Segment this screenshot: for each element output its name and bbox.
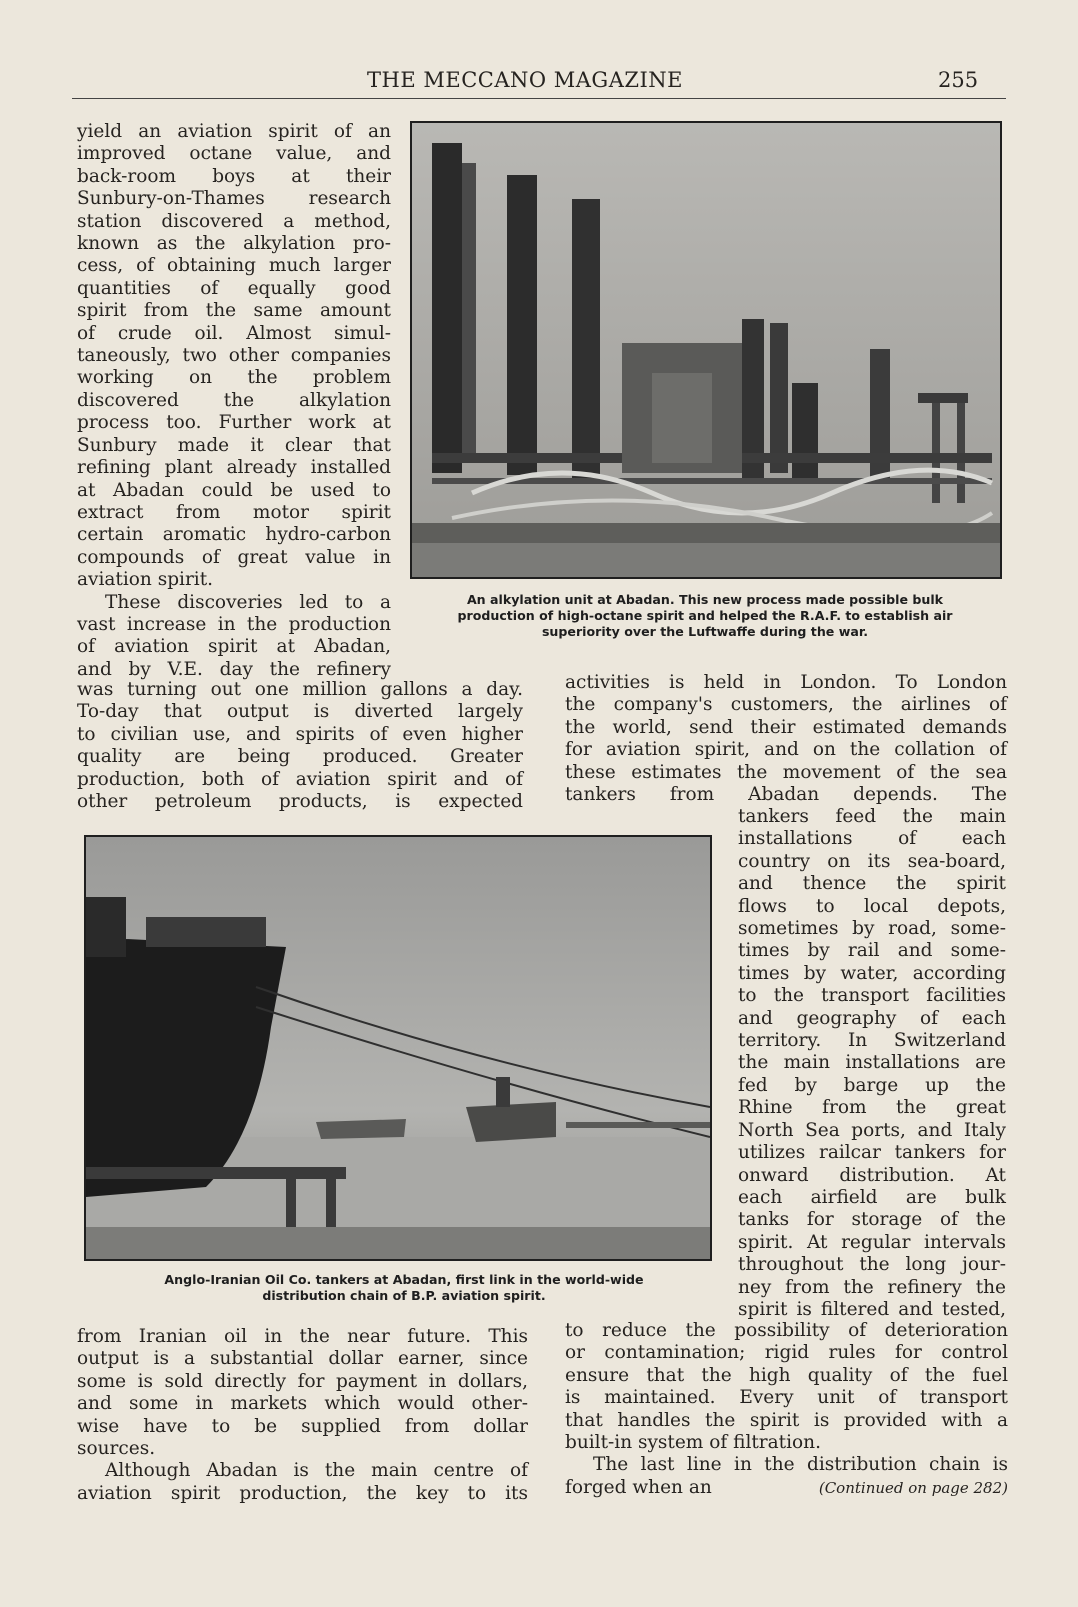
text-line: utilizes railcar tankers for <box>738 1142 1006 1164</box>
text-line: Sunbury made it clear that <box>77 434 391 456</box>
text-line: territory. In Switzerland <box>738 1030 1006 1052</box>
continued-note: (Continued on page 282) <box>818 1478 1008 1497</box>
right-column-bottom <box>565 1320 1008 1499</box>
text-line: tankers feed the main <box>738 806 1006 827</box>
text-line: and some in markets which would other- <box>77 1393 528 1415</box>
text-line: taneously, two other companies <box>77 345 391 367</box>
text-line: compounds of great value in <box>77 546 391 568</box>
text-line: the main installations are <box>738 1052 1006 1074</box>
text-line: The last line in the distribution chain is <box>593 1454 1008 1476</box>
text-line: to reduce the possibility of deterioration <box>565 1320 1008 1341</box>
text-line: ney from the refinery the <box>738 1276 1006 1298</box>
text-line: and geography of each <box>738 1007 1006 1029</box>
text-line: and by V.E. day the refinery <box>77 658 391 680</box>
right-column-top <box>565 672 1007 806</box>
text-line: refining plant already installed <box>77 457 391 479</box>
text-line: process too. Further work at <box>77 412 391 434</box>
text-line: activities is held in London. To London <box>565 672 1007 693</box>
text-line: Although Abadan is the main centre of <box>105 1460 528 1482</box>
text-line: spirit is filtered and tested, <box>738 1298 1006 1320</box>
alkylation-caption <box>410 592 1000 640</box>
caption-line: An alkylation unit at Abadan. This new process made possible bulk <box>466 592 944 607</box>
text-line: spirit from the same amount <box>77 300 391 322</box>
text-line: at Abadan could be used to <box>77 479 391 501</box>
text-line: onward distribution. At <box>738 1164 1006 1186</box>
text-line: forged when an <box>565 1476 712 1498</box>
text-line: to civilian use, and spirits of even higher <box>77 723 523 745</box>
text-line: vast increase in the production <box>77 613 391 635</box>
text-line: country on its sea-board, <box>738 850 1006 872</box>
text-line: Sunbury-on-Thames research <box>77 188 391 210</box>
text-line: improved octane value, and <box>77 143 391 165</box>
text-line: some is sold directly for payment in dollars, <box>77 1370 528 1392</box>
text-line: quality are being produced. Greater <box>77 746 523 768</box>
text-line: back-room boys at their <box>77 165 391 187</box>
left-column-middle <box>77 679 523 813</box>
text-line: tanks for storage of the <box>738 1209 1006 1231</box>
text-line: was turning out one million gallons a day. <box>77 679 523 700</box>
text-line: that handles the spirit is provided with a <box>565 1409 1008 1431</box>
text-line: discovered the alkylation <box>77 389 391 411</box>
text-line: These discoveries led to a <box>105 591 391 613</box>
text-line: North Sea ports, and Italy <box>738 1119 1006 1141</box>
text-line: To-day that output is diverted largely <box>77 701 523 723</box>
text-line: extract from motor spirit <box>77 501 391 523</box>
text-line: installations of each <box>738 828 1006 850</box>
text-line: throughout the long jour- <box>738 1254 1006 1276</box>
text-line: from Iranian oil in the near future. This <box>77 1326 528 1347</box>
text-line: spirit. At regular intervals <box>738 1231 1006 1253</box>
caption-line: production of high-octane spirit and helped the R.A.F. to establish air <box>457 608 953 623</box>
text-line: aviation spirit production, the key to its <box>77 1482 528 1504</box>
text-line: wise have to be supplied from dollar <box>77 1415 528 1437</box>
final-line <box>565 1477 1008 1499</box>
text-line: to the transport facilities <box>738 985 1006 1007</box>
tankers-photo <box>84 835 712 1261</box>
page-number: 255 <box>938 68 979 92</box>
text-line: aviation spirit. <box>77 569 214 591</box>
magazine-title: THE MECCANO MAGAZINE <box>367 68 683 92</box>
text-line: production, both of aviation spirit and of <box>77 768 523 790</box>
text-line: quantities of equally good <box>77 277 391 299</box>
text-line: sometimes by road, some- <box>738 918 1006 940</box>
alkylation-unit-photo <box>410 121 1002 579</box>
text-line: these estimates the movement of the sea <box>565 761 1007 783</box>
text-line: built-in system of filtration. <box>565 1432 821 1454</box>
text-line: known as the alkylation pro- <box>77 233 391 255</box>
text-line: tankers from Abadan depends. The <box>565 784 1007 806</box>
text-line: of crude oil. Almost simul- <box>77 322 391 344</box>
text-line: the company's customers, the airlines of <box>565 694 1007 716</box>
text-line: of aviation spirit at Abadan, <box>77 636 391 658</box>
caption-line: distribution chain of B.P. aviation spirit. <box>262 1288 546 1303</box>
left-column-bottom <box>77 1326 528 1505</box>
text-line: flows to local depots, <box>738 895 1006 917</box>
text-line: working on the problem <box>77 367 391 389</box>
caption-line: superiority over the Luftwaffe during the war. <box>541 624 869 639</box>
text-line: sources. <box>77 1438 156 1460</box>
text-line: output is a substantial dollar earner, since <box>77 1348 528 1370</box>
text-line: other petroleum products, is expected <box>77 791 523 813</box>
right-column-narrow <box>738 806 1006 1321</box>
text-line: for aviation spirit, and on the collation of <box>565 739 1007 761</box>
text-line: and thence the spirit <box>738 873 1006 895</box>
refinery-illustration <box>412 123 1000 577</box>
text-line: is maintained. Every unit of transport <box>565 1387 1008 1409</box>
left-column-top <box>77 121 391 681</box>
text-line: certain aromatic hydro-carbon <box>77 524 391 546</box>
caption-line: Anglo-Iranian Oil Co. tankers at Abadan, first link in the world-wide <box>164 1272 644 1287</box>
text-line: the world, send their estimated demands <box>565 716 1007 738</box>
text-line: cess, of obtaining much larger <box>77 255 391 277</box>
text-line: fed by barge up the <box>738 1074 1006 1096</box>
tankers-illustration <box>86 837 710 1259</box>
text-line: yield an aviation spirit of an <box>77 121 391 142</box>
text-line: or contamination; rigid rules for control <box>565 1342 1008 1364</box>
tankers-caption <box>84 1272 724 1304</box>
text-line: times by rail and some- <box>738 940 1006 962</box>
text-line: each airfield are bulk <box>738 1186 1006 1208</box>
text-line: ensure that the high quality of the fuel <box>565 1364 1008 1386</box>
text-line: Rhine from the great <box>738 1097 1006 1119</box>
header-rule <box>72 98 1006 99</box>
text-line: station discovered a method, <box>77 210 391 232</box>
text-line: times by water, according <box>738 962 1006 984</box>
